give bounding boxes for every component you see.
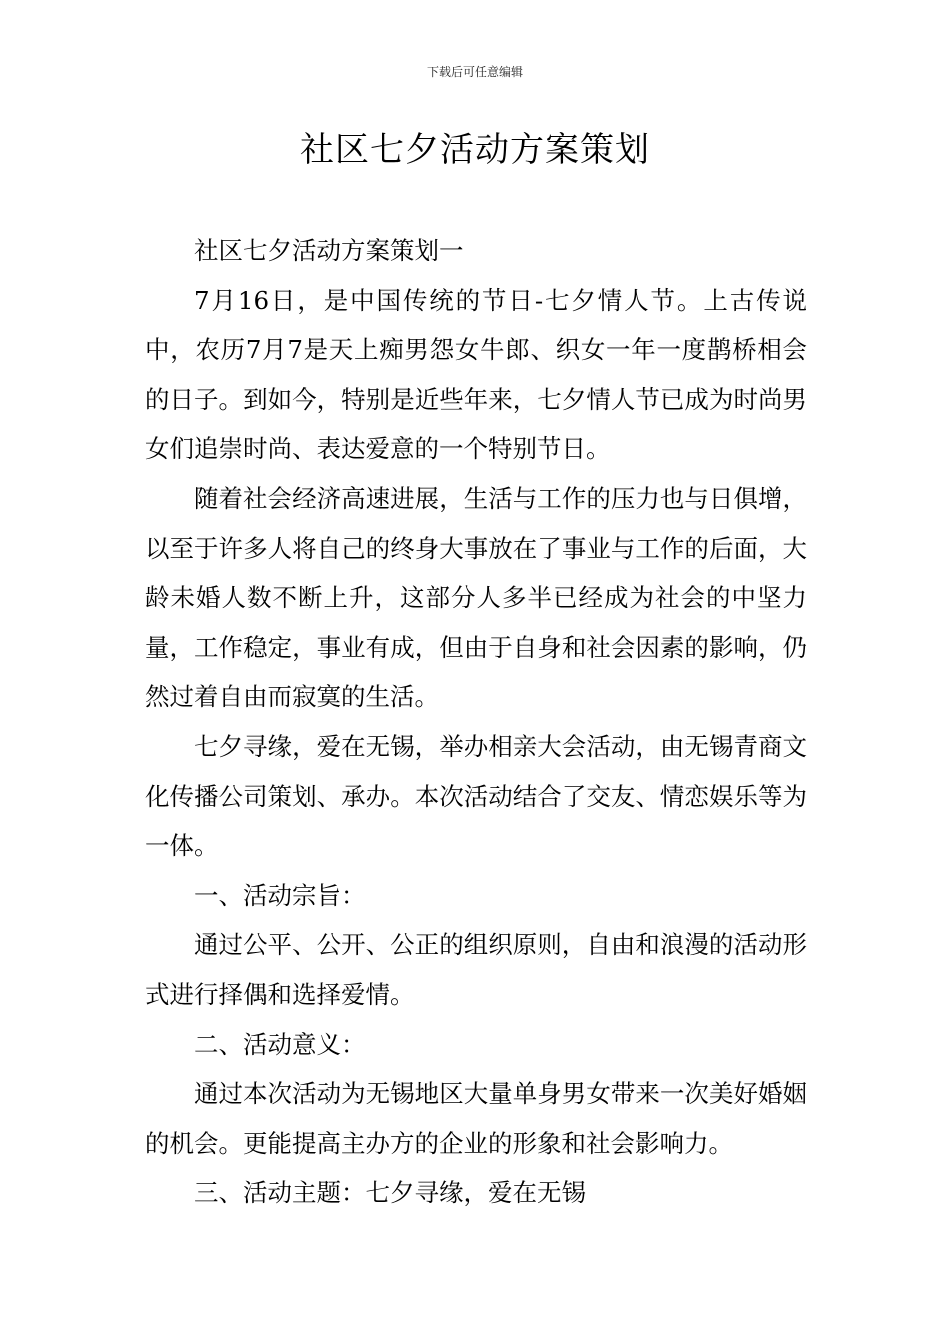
paragraph-significance: 通过本次活动为无锡地区大量单身男女带来一次美好婚姻的机会。更能提高主办方的企业的形象和社会影响力。 (145, 1079, 807, 1158)
paragraph-background: 随着社会经济高速进展，生活与工作的压力也与日俱增，以至于许多人将自己的终身大事放在了事业与工作的后面，大龄未婚人数不断上升，这部分人多半已经成为社会的中坚力量，工作稳定，事业有成，但由于自身和社会因素的影响，仍然过着自由而寂寞的生活。 (145, 483, 807, 712)
paragraph-subtitle: 社区七夕活动方案策划一 (194, 236, 464, 265)
paragraph-event: 七夕寻缘，爱在无锡，举办相亲大会活动，由无锡青商文化传播公司策划、承办。本次活动结合了交友、情恋娱乐等为一体。 (145, 731, 807, 861)
section-heading-purpose: 一、活动宗旨： (194, 880, 366, 910)
document-body (145, 226, 807, 1218)
page-title: 社区七夕活动方案策划 (300, 130, 650, 170)
paragraph-purpose: 通过公平、公开、公正的组织原则，自由和浪漫的活动形式进行择偶和选择爱情。 (145, 930, 807, 1009)
header-note: 下载后可任意编辑 (426, 65, 523, 79)
paragraph-intro: 7月16日，是中国传统的节日-七夕情人节。上古传说中，农历7月7是天上痴男怨女牛郎、织女一年一度鹊桥相会的日子。到如今，特别是近些年来，七夕情人节已成为时尚男女们追崇时尚、表达爱意的一个特别节日。 (145, 285, 807, 464)
section-heading-theme: 三、活动主题：七夕寻缘，爱在无锡 (194, 1178, 586, 1208)
section-heading-significance: 二、活动意义： (194, 1029, 366, 1059)
